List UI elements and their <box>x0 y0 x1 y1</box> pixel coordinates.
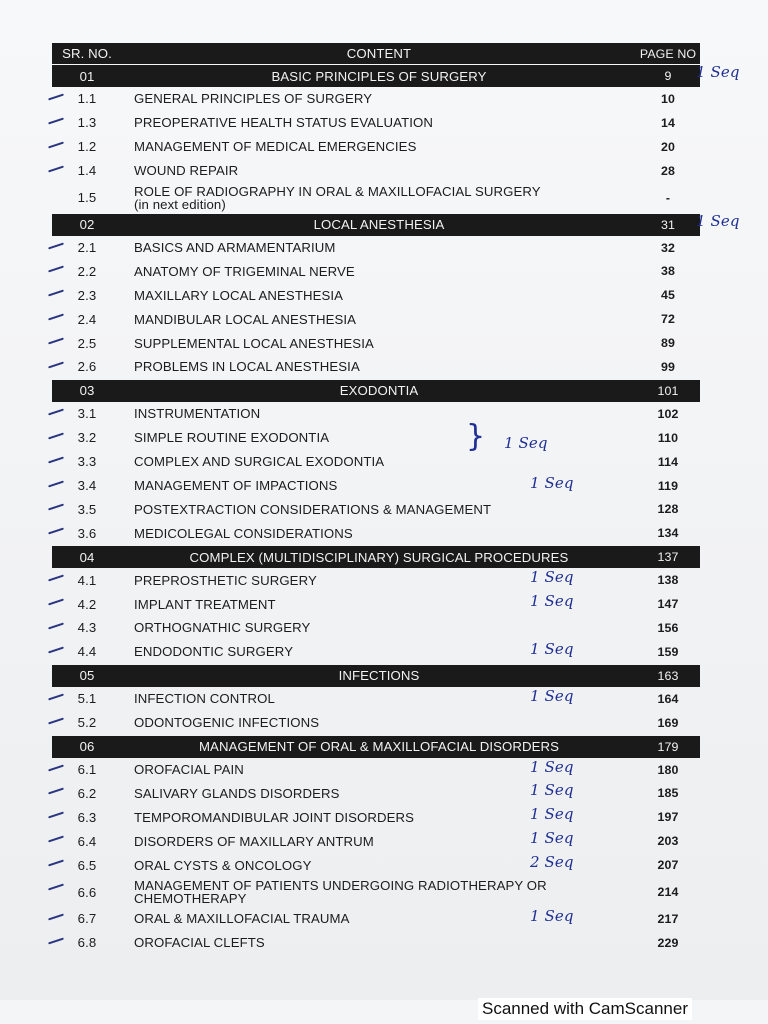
handwritten-note: 1 Seq <box>530 592 574 611</box>
row-number: 6.2 <box>77 785 97 801</box>
row-page-number: 169 <box>657 715 679 730</box>
row-page-number: 114 <box>657 454 679 469</box>
toc-item-row <box>52 877 700 907</box>
row-page-number: 180 <box>657 762 679 777</box>
row-number: 04 <box>79 549 95 565</box>
handwritten-note: 1 Seq <box>530 805 574 824</box>
row-title: COMPLEX AND SURGICAL EXODONTIA <box>134 454 385 470</box>
handwritten-note: 1 Seq <box>504 433 548 452</box>
row-page-number: 72 <box>661 312 675 327</box>
header-page-no: PAGE NO <box>639 46 697 61</box>
row-page-number: 102 <box>657 406 679 421</box>
row-title: ANATOMY OF TRIGEMINAL NERVE <box>134 263 355 279</box>
row-title <box>122 185 636 211</box>
toc-item-row <box>52 307 700 331</box>
row-title: ORAL CYSTS & ONCOLOGY <box>134 857 312 873</box>
row-number: 1.1 <box>77 91 97 107</box>
toc-item-row <box>52 159 700 183</box>
row-number: 3.3 <box>77 454 97 470</box>
row-page-number: 134 <box>657 526 679 541</box>
row-number: 4.1 <box>77 572 97 588</box>
row-title: WOUND REPAIR <box>134 163 239 179</box>
row-number: 2.4 <box>77 311 97 327</box>
row-title: ODONTOGENIC INFECTIONS <box>134 715 320 731</box>
toc-item-row <box>52 931 700 955</box>
row-number: 2.5 <box>77 335 97 351</box>
row-page-number: 14 <box>661 115 675 130</box>
toc-rows <box>52 63 740 955</box>
toc-item-row <box>52 355 700 379</box>
row-page-number: 185 <box>657 786 679 801</box>
handwritten-note: 1 Seq <box>696 211 740 230</box>
row-title: ORAL & MAXILLOFACIAL TRAUMA <box>134 911 350 927</box>
row-page-number: 179 <box>657 739 679 754</box>
row-number: 2.2 <box>77 263 97 279</box>
row-page-number: 137 <box>657 550 679 565</box>
handwritten-note: 1 Seq <box>530 829 574 848</box>
row-page-number: 9 <box>664 69 672 83</box>
toc-item-row <box>52 640 700 664</box>
row-number: 1.5 <box>77 190 97 206</box>
toc-item-row <box>52 87 700 111</box>
row-title: OROFACIAL PAIN <box>134 762 244 778</box>
toc-header-row <box>52 43 700 64</box>
row-title: SUPPLEMENTAL LOCAL ANESTHESIA <box>134 335 374 351</box>
row-number: 4.4 <box>77 644 97 660</box>
row-number: 5.1 <box>77 691 97 707</box>
row-title-line1: ROLE OF RADIOGRAPHY IN ORAL & MAXILLOFACIAL SURGERY <box>134 183 541 199</box>
toc-item-row <box>52 183 700 213</box>
handwritten-note: 1 Seq <box>530 907 574 926</box>
row-number: 1.2 <box>77 139 97 155</box>
row-page-number: 45 <box>661 288 675 303</box>
row-page-number: 217 <box>657 911 679 926</box>
toc-item-row <box>52 711 700 735</box>
row-number: 05 <box>79 668 95 684</box>
toc-item-row <box>52 259 700 283</box>
row-page-number: 197 <box>657 810 679 825</box>
row-page-number: - <box>665 190 671 205</box>
row-title: INFECTION CONTROL <box>134 691 275 707</box>
toc-item-row <box>52 111 700 135</box>
row-page-number: 164 <box>657 691 679 706</box>
row-title: MAXILLARY LOCAL ANESTHESIA <box>134 287 344 303</box>
row-page-number: 110 <box>657 430 679 445</box>
row-title: MEDICOLEGAL CONSIDERATIONS <box>134 525 353 541</box>
handwritten-note: 2 Seq <box>530 853 574 872</box>
row-number: 01 <box>79 68 95 84</box>
row-title: PREPROSTHETIC SURGERY <box>134 572 317 588</box>
section-header-row <box>52 63 740 87</box>
toc-item-row <box>52 592 700 616</box>
row-title: POSTEXTRACTION CONSIDERATIONS & MANAGEMENT <box>134 501 492 517</box>
toc-item-row <box>52 331 700 355</box>
row-number: 6.8 <box>77 935 97 951</box>
row-title: IMPLANT TREATMENT <box>134 596 276 612</box>
row-page-number: 159 <box>657 644 679 659</box>
row-title: TEMPOROMANDIBULAR JOINT DISORDERS <box>134 809 415 825</box>
row-title-line2: CHEMOTHERAPY <box>134 891 247 907</box>
row-number: 3.4 <box>77 478 97 494</box>
row-number: 2.3 <box>77 287 97 303</box>
row-page-number: 99 <box>661 359 675 374</box>
section-header-row <box>52 546 700 568</box>
row-title: EXODONTIA <box>339 383 419 399</box>
row-number: 6.4 <box>77 833 97 849</box>
row-title: PROBLEMS IN LOCAL ANESTHESIA <box>134 359 360 375</box>
row-page-number: 214 <box>657 885 679 900</box>
toc-item-row <box>52 907 700 931</box>
table-of-contents <box>52 43 740 955</box>
handwritten-note: 1 Seq <box>530 473 574 492</box>
row-title: ENDODONTIC SURGERY <box>134 644 294 660</box>
row-page-number: 207 <box>657 858 679 873</box>
toc-item-row <box>52 236 700 260</box>
row-page-number: 203 <box>657 834 679 849</box>
toc-item-row <box>52 781 700 805</box>
row-page-number: 32 <box>661 240 675 255</box>
row-title: INFECTIONS <box>338 668 420 684</box>
row-title: COMPLEX (MULTIDISCIPLINARY) SURGICAL PROCEDURES <box>189 549 569 565</box>
row-number: 03 <box>79 383 95 399</box>
row-number: 3.1 <box>77 406 97 422</box>
section-header-row <box>52 665 700 687</box>
toc-item-row <box>52 853 700 877</box>
row-number: 4.3 <box>77 620 97 636</box>
handwritten-note: 1 Seq <box>530 639 574 658</box>
camscanner-watermark: Scanned with CamScanner <box>478 998 692 1020</box>
toc-item-row <box>52 568 700 592</box>
row-page-number: 147 <box>657 597 679 612</box>
row-number: 06 <box>79 739 95 755</box>
row-title <box>122 879 636 905</box>
row-title: SIMPLE ROUTINE EXODONTIA <box>134 430 330 446</box>
toc-item-row <box>52 283 700 307</box>
row-title: BASICS AND ARMAMENTARIUM <box>134 240 336 255</box>
handwritten-note: 1 Seq <box>530 781 574 800</box>
row-title: MANDIBULAR LOCAL ANESTHESIA <box>134 311 357 327</box>
row-number: 1.4 <box>77 163 97 179</box>
section-header-row <box>52 380 700 402</box>
toc-item-row <box>52 135 700 159</box>
handwritten-note: 1 Seq <box>530 757 574 776</box>
row-number: 2.6 <box>77 359 97 375</box>
row-page-number: 89 <box>661 336 675 351</box>
row-page-number: 38 <box>661 264 675 279</box>
row-number: 6.3 <box>77 809 97 825</box>
row-number: 02 <box>79 217 95 233</box>
row-title: LOCAL ANESTHESIA <box>313 217 445 233</box>
toc-item-row <box>52 474 700 498</box>
row-number: 1.3 <box>77 115 97 131</box>
toc-item-row <box>52 616 700 640</box>
row-page-number: 229 <box>657 935 679 950</box>
row-title: OROFACIAL CLEFTS <box>134 935 265 951</box>
row-number: 2.1 <box>77 240 97 255</box>
row-page-number: 138 <box>657 573 679 588</box>
row-title-line1: MANAGEMENT OF PATIENTS UNDERGOING RADIOTHERAPY OR <box>134 878 547 894</box>
row-number: 6.5 <box>77 857 97 873</box>
row-page-number: 128 <box>657 502 679 517</box>
toc-item-row <box>52 521 700 545</box>
row-page-number: 20 <box>661 139 675 154</box>
section-header-row <box>52 736 700 758</box>
row-number: 6.7 <box>77 911 97 927</box>
header-sr-no: SR. NO. <box>62 46 112 61</box>
row-page-number: 31 <box>661 217 675 232</box>
row-title: MANAGEMENT OF ORAL & MAXILLOFACIAL DISORDERS <box>198 739 560 755</box>
row-title: INSTRUMENTATION <box>134 406 261 422</box>
row-title-line2: (in next edition) <box>134 196 226 212</box>
handwritten-note: 1 Seq <box>696 63 740 81</box>
toc-item-row <box>52 805 700 829</box>
toc-item-row <box>52 450 700 474</box>
row-number: 6.1 <box>77 762 97 778</box>
row-page-number: 156 <box>657 620 679 635</box>
toc-item-row <box>52 758 700 782</box>
row-title: ORTHOGNATHIC SURGERY <box>134 620 311 636</box>
header-content: CONTENT <box>346 46 412 61</box>
handwritten-note: 1 Seq <box>530 686 574 705</box>
section-header-row <box>52 211 740 236</box>
row-title: PREOPERATIVE HEALTH STATUS EVALUATION <box>134 115 434 131</box>
toc-item-row <box>52 418 700 454</box>
row-number: 5.2 <box>77 715 97 731</box>
row-number: 3.5 <box>77 501 97 517</box>
toc-item-row <box>52 829 700 853</box>
row-title: MANAGEMENT OF MEDICAL EMERGENCIES <box>134 139 417 155</box>
brace-icon: } <box>466 418 486 454</box>
row-page-number: 101 <box>657 383 679 398</box>
row-title: SALIVARY GLANDS DISORDERS <box>134 785 340 801</box>
toc-item-row <box>52 497 700 521</box>
row-page-number: 119 <box>657 478 679 493</box>
row-page-number: 163 <box>657 668 679 683</box>
row-page-number: 28 <box>661 163 675 178</box>
row-number: 4.2 <box>77 596 97 612</box>
row-number: 3.6 <box>77 525 97 541</box>
row-title: BASIC PRINCIPLES OF SURGERY <box>271 68 487 84</box>
row-number: 3.2 <box>77 430 97 446</box>
toc-item-row <box>52 402 700 426</box>
toc-item-row <box>52 687 700 711</box>
row-title: GENERAL PRINCIPLES OF SURGERY <box>134 91 373 107</box>
row-title: MANAGEMENT OF IMPACTIONS <box>134 478 338 494</box>
handwritten-note: 1 Seq <box>530 568 574 587</box>
row-number: 6.6 <box>77 884 97 900</box>
row-title: DISORDERS OF MAXILLARY ANTRUM <box>134 833 374 849</box>
row-page-number: 10 <box>661 91 675 106</box>
